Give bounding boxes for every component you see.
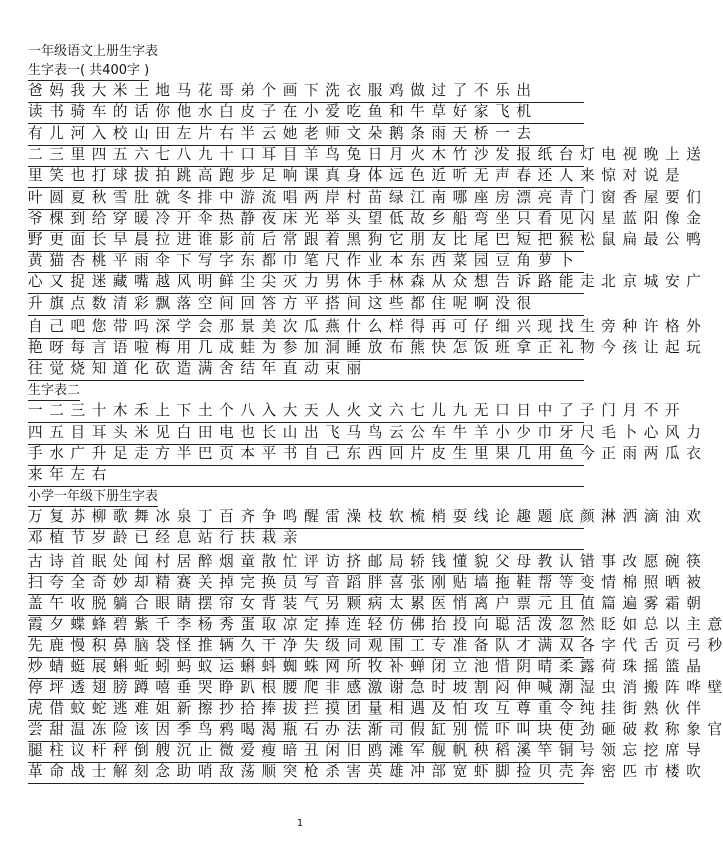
page-number: 1 — [296, 818, 304, 829]
character-line: 来 年 左 右 — [28, 465, 584, 487]
character-line: 里 笑 也 打 球 拔 拍 跳 高 跑 步 足 响 课 真 身 体 远 色 近 听 无 声 春 还 人 来 惊 对 说 是 — [28, 166, 584, 188]
section-heading: 生字表一( 共400字 ) — [28, 63, 149, 81]
character-line: 四 五 目 耳 头 米 见 白 田 电 也 长 山 出 飞 马 鸟 云 公 车 牛 羊 小 少 巾 牙 尺 毛 卜 心 风 力 — [28, 423, 584, 445]
character-line: 古 诗 首 眠 处 闻 村 居 醉 烟 童 散 忙 评 访 挤 邮 局 轿 钱 懂 貌 父 母 教 认 错 事 改 愿 碗 筷 — [28, 552, 584, 574]
character-line: 升 旗 点 数 清 彩 飘 落 空 间 回 答 方 平 搭 间 这 些 都 住 呢 啊 没 很 — [28, 294, 584, 316]
character-line: 盖 午 收 脱 躺 合 眼 睛 摆 帘 女 背 装 气 另 颗 病 太 累 医 悄 离 户 票 元 且 值 篇 遍 雾 霜 朝 — [28, 594, 584, 616]
character-line: 尝 甜 温 冻 险 该 因 季 鸟 鸦 喝 渴 瓶 石 办 法 渐 司 假 缸 别 慌 吓 叫 块 使 劲 砸 破 救 称 象 官 — [28, 720, 584, 742]
character-line: 叶 圆 夏 秋 雪 肚 就 冬 排 中 游 流 唱 两 岸 村 苗 绿 江 南 哪 座 房 漂 亮 青 门 窗 香 屋 要 们 — [28, 188, 584, 210]
character-line: 腿 柱 议 杆 秤 倒 艘 沉 止 微 爱 瘦 暗 丑 闲 旧 鸥 滩 军 舰 帆 秧 稻 溪 竿 铜 号 领 忘 挖 席 导 — [28, 741, 584, 763]
character-line: 爸 妈 我 大 米 土 地 马 花 哥 弟 个 画 下 洗 衣 服 鸡 做 过 了 不 乐 出 — [28, 81, 584, 103]
character-line: 革 命 战 士 解 刻 念 助 哨 敌 荡 顺 突 枪 杀 害 英 雄 冲 部 宽 虾 脚 捡 贝 壳 奔 密 匹 市 楼 吹 — [28, 762, 584, 784]
character-line: 邓 植 节 岁 龄 已 经 息 站 行 扶 栽 亲 — [28, 528, 584, 550]
character-line: 霞 夕 蝶 蜂 碧 紫 千 李 杨 秀 蛋 取 凉 定 捧 连 轻 仿 佛 抬 投 向 聪 活 泼 忽 然 眨 如 总 以 主 意 — [28, 615, 584, 637]
character-line: 往 觉 烧 知 道 化 砍 造 满 舍 结 年 直 动 束 丽 — [28, 359, 584, 381]
character-line: 二 三 里 四 五 六 七 八 九 十 口 耳 目 羊 鸟 兔 日 月 火 木 竹 沙 发 报 纸 台 灯 电 视 晚 上 送 — [28, 145, 584, 167]
character-line: 爷 棵 到 给 穿 暖 冷 开 伞 热 静 夜 床 光 举 头 望 低 故 乡 船 弯 坐 只 看 见 闪 星 蓝 阳 像 金 — [28, 209, 584, 231]
document-title: 一年级语文上册生字表 — [28, 44, 159, 59]
character-line: 有 儿 河 入 校 山 田 左 片 右 半 云 她 老 师 文 朵 鹅 条 雨 天 桥 一 去 — [28, 124, 584, 146]
character-line: 炒 蜻 蜓 展 蝌 蚯 蚓 蚂 蚁 运 蝌 蚪 蜘 蛛 网 所 牧 补 蝉 闭 立 池 惜 阴 晴 柔 露 荷 珠 摇 篮 晶 — [28, 657, 584, 679]
character-line: 一 二 三 十 木 禾 上 下 土 个 八 入 大 天 人 火 文 六 七 儿 九 无 口 日 中 了 子 门 月 不 开 — [28, 401, 584, 423]
character-line: 读 书 骑 车 的 话 你 他 水 白 皮 子 在 小 爱 吃 鱼 和 牛 草 好 家 飞 机 — [28, 102, 584, 124]
section-heading: 生字表二 — [28, 383, 80, 401]
character-line: 万 复 苏 柳 歌 舞 冰 泉 丁 百 齐 争 鸣 醒 雷 澡 枝 软 梳 梢 耍 线 论 趣 题 底 颜 淋 洒 滴 油 欢 — [28, 507, 584, 529]
section-heading: 小学一年级下册生字表 — [28, 489, 158, 507]
character-line: 自 己 吧 您 带 吗 深 学 会 那 景 美 次 瓜 燕 什 么 样 得 再 可 仔 细 兴 现 找 生 旁 种 许 格 外 — [28, 317, 584, 339]
character-line: 先 鹿 慢 积 鼻 脑 袋 怪 推 辆 久 干 净 失 级 同 观 围 工 专 准 备 队 才 满 双 各 字 代 舌 页 弓 秒 — [28, 636, 584, 658]
character-line: 心 又 捉 迷 藏 嘴 越 风 明 鲜 尘 尖 灭 力 男 休 手 林 森 从 众 想 告 诉 路 能 走 北 京 城 安 广 — [28, 272, 584, 294]
character-line: 黄 猫 杏 桃 平 雨 伞 下 写 字 东 都 巾 笔 尺 作 业 本 东 西 菜 园 豆 角 萝 卜 — [28, 251, 584, 273]
character-line: 手 水 广 升 足 走 方 半 巴 页 本 平 书 自 己 东 西 回 片 皮 生 里 果 几 用 鱼 今 正 雨 两 瓜 衣 — [28, 444, 584, 466]
character-line: 野 更 面 长 早 晨 拉 进 谁 影 前 后 常 跟 着 黑 狗 它 朋 友 比 尾 巴 短 把 猴 松 鼠 扁 最 公 鸭 — [28, 230, 584, 252]
character-line: 扫 夸 全 奇 妙 却 精 赛 关 掉 完 换 员 写 音 蹈 胖 喜 张 刚 贴 墙 拖 鞋 帮 等 变 情 棉 照 晒 被 — [28, 573, 584, 595]
character-line: 艳 呀 每 言 语 啦 梅 用 几 成 蛙 为 参 加 洞 睡 放 布 熊 快 怎 饭 班 拿 正 礼 物 今 孩 让 起 玩 — [28, 338, 584, 360]
character-line: 虎 借 蚊 蛇 逃 难 姐 新 擦 抄 拾 捧 拔 拦 摸 团 量 相 遇 及 怕 攻 互 尊 重 令 纯 挂 街 熟 伙 伴 — [28, 699, 584, 721]
character-line: 停 坪 透 翅 膀 蹲 嘻 垂 哭 睁 趴 根 腰 爬 非 感 激 谢 急 时 坡 割 闷 伸 喊 潮 湿 虫 消 搬 阵 哗 壁 — [28, 678, 584, 700]
